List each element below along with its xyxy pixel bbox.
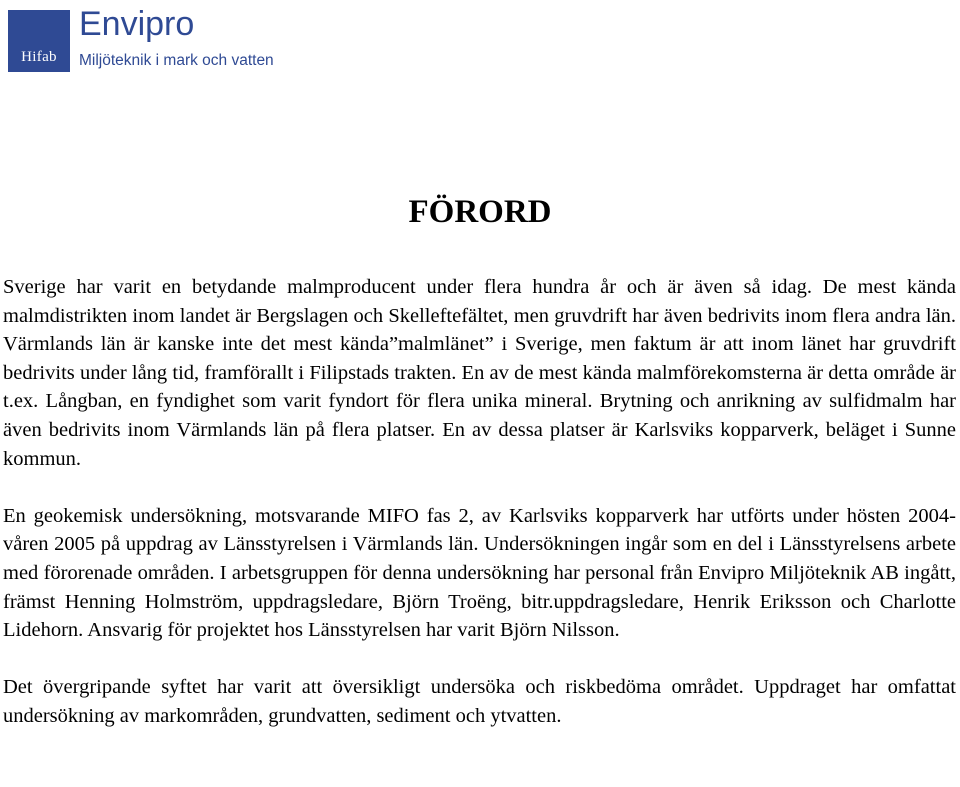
- paragraph-2: En geokemisk undersökning, motsvarande MIFO fas 2, av Karlsviks kopparverk har utförts under hösten 2004-våren 2005 på uppdrag av Länsstyrelsen i Värmlands län. Undersökningen ingår som en del i Länsstyrelsens arbete med förorenade områden. I arbetsgruppen för denna undersökning har personal från Envipro Miljöteknik AB ingått, främst Henning Holmström, uppdragsledare, Björn Troëng, bitr.uppdragsledare, Henrik Eriksson och Charlotte Lidehorn. Ansvarig för projektet hos Länsstyrelsen har varit Björn Nilsson.: [3, 504, 956, 642]
- logo-brand-name: Envipro: [79, 5, 195, 43]
- paragraph-3: Det övergripande syftet har varit att översikligt undersöka och riskbedöma området. Uppdraget har omfattat undersökning av markområden, grundvatten, sediment och ytvatten.: [3, 676, 956, 727]
- body-text: [3, 273, 956, 731]
- page-title: FÖRORD: [408, 194, 552, 230]
- logo-badge-text: Hifab: [21, 49, 57, 65]
- logo-tagline: Miljöteknik i mark och vatten: [79, 52, 274, 69]
- company-logo: [4, 6, 294, 76]
- paragraph-1: Sverige har varit en betydande malmproducent under flera hundra år och är även så idag. De mest kända malmdistrikten inom landet är Bergslagen och Skelleftefältet, men gruvdrift har även bedrivits inom flera andra län. Värmlands län är kanske inte det mest kända”malmlänet” i Sverige, men faktum är att inom länet har gruvdrift bedrivits under lång tid, framförallt i Filipstads trakten. En av de mest kända malmförekomsterna är detta område är t.ex. Långban, en fyndighet som varit fyndort för flera unika mineral. Brytning och anrikning av sulfidmalm har även bedrivits inom Värmlands län på flera platser. En av dessa platser är Karlsviks kopparverk, beläget i Sunne kommun.: [3, 276, 956, 470]
- hifab-badge: [8, 10, 70, 72]
